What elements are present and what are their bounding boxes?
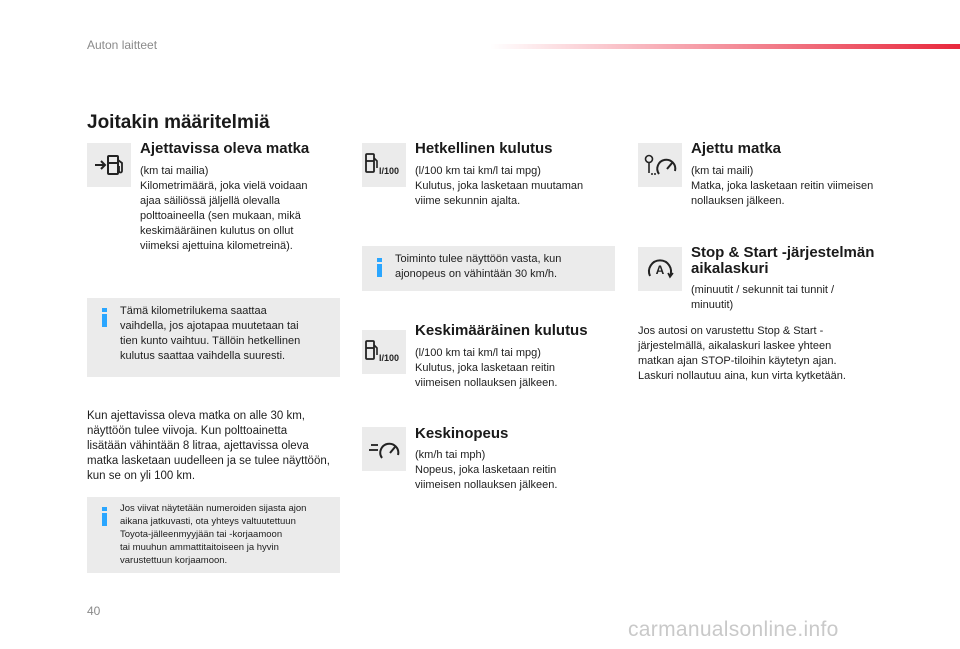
dashes-info-note: Jos viivat näytetään numeroiden sijasta ajon aikana jatkuvasti, ota yhteys valtuutettuun Toyota-jälleenmyyjään tai -korjaamoon tai muuhun ammattitaitoiseen ja hyvin varustettuun korjaamoon. [87, 497, 340, 573]
average-title: Keskimääräinen kulutus [415, 322, 588, 339]
range-dashes-paragraph: Kun ajettavissa oleva matka on alle 30 km, näyttöön tulee viivoja. Kun polttoainetta lisätään vähintään 8 litraa, ajettavissa oleva matka lasketaan uudelleen ja se tulee näyttöön, kun se on yli 100 km. [87, 410, 330, 482]
info-icon [377, 258, 382, 277]
distance-title: Ajettu matka [691, 140, 782, 157]
average-consumption-icon [362, 330, 406, 374]
info-icon [102, 507, 107, 526]
instant-title: Hetkellinen kulutus [415, 140, 553, 157]
page-title: Joitakin määritelmiä [87, 112, 270, 133]
speed-description: (km/h tai mph) Nopeus, joka lasketaan reitin viimeisen nollauksen jälkeen. [415, 449, 558, 491]
stop-start-icon [638, 247, 682, 291]
watermark: carmanualsonline.info [628, 618, 839, 641]
speed-title: Keskinopeus [415, 425, 509, 442]
stopstart-paragraph: Jos autosi on varustettu Stop & Start - järjestelmällä, aikalaskuri laskee yhteen matkan ajan STOP-tiloihin käytetyn ajan. Laskuri nollautuu aina, kun virta kytketään. [638, 325, 846, 382]
section-header: Auton laitteet [87, 38, 158, 52]
average-icon-label: l/100 [379, 353, 400, 363]
range-title: Ajettavissa oleva matka [140, 140, 310, 157]
page-number: 40 [87, 604, 101, 618]
distance-description: (km tai maili) Matka, joka lasketaan reitin viimeisen nollauksen jälkeen. [691, 165, 874, 207]
instant-consumption-icon [362, 143, 406, 187]
stopstart-units: (minuutit / sekunnit tai tunnit / minuutit) [691, 284, 835, 311]
header-accent-bar [490, 44, 960, 49]
instant-icon-label: l/100 [379, 166, 400, 176]
distance-travelled-icon [638, 143, 682, 187]
info-icon [102, 308, 107, 327]
range-description: (km tai mailia) Kilometrimäärä, joka vielä voidaan ajaa säiliössä jäljellä olevalla polttoaineella (sen mukaan, mikä keskimääräinen kulutus on ollut viimeksi ajettuina kilometreinä). [140, 165, 308, 252]
stop-start-icon-letter: A [655, 263, 665, 277]
instant-info-note: Toiminto tulee näyttöön vasta, kun ajonopeus on vähintään 30 km/h. [362, 246, 615, 291]
fuel-range-icon [87, 143, 131, 187]
stopstart-title: Stop & Start -järjestelmän aikalaskuri [691, 244, 875, 277]
range-info-note: Tämä kilometrilukema saattaa vaihdella, jos ajotapaa muutetaan tai tien kunto vaihtuu. Tällöin hetkellinen kulutus saattaa vaihdella suuresti. [87, 298, 340, 377]
average-speed-icon [362, 427, 406, 471]
average-description: (l/100 km tai km/l tai mpg) Kulutus, joka lasketaan reitin viimeisen nollauksen jälkeen. [415, 347, 558, 389]
instant-description: (l/100 km tai km/l tai mpg) Kulutus, joka lasketaan muutaman viime sekunnin ajalta. [415, 165, 584, 207]
